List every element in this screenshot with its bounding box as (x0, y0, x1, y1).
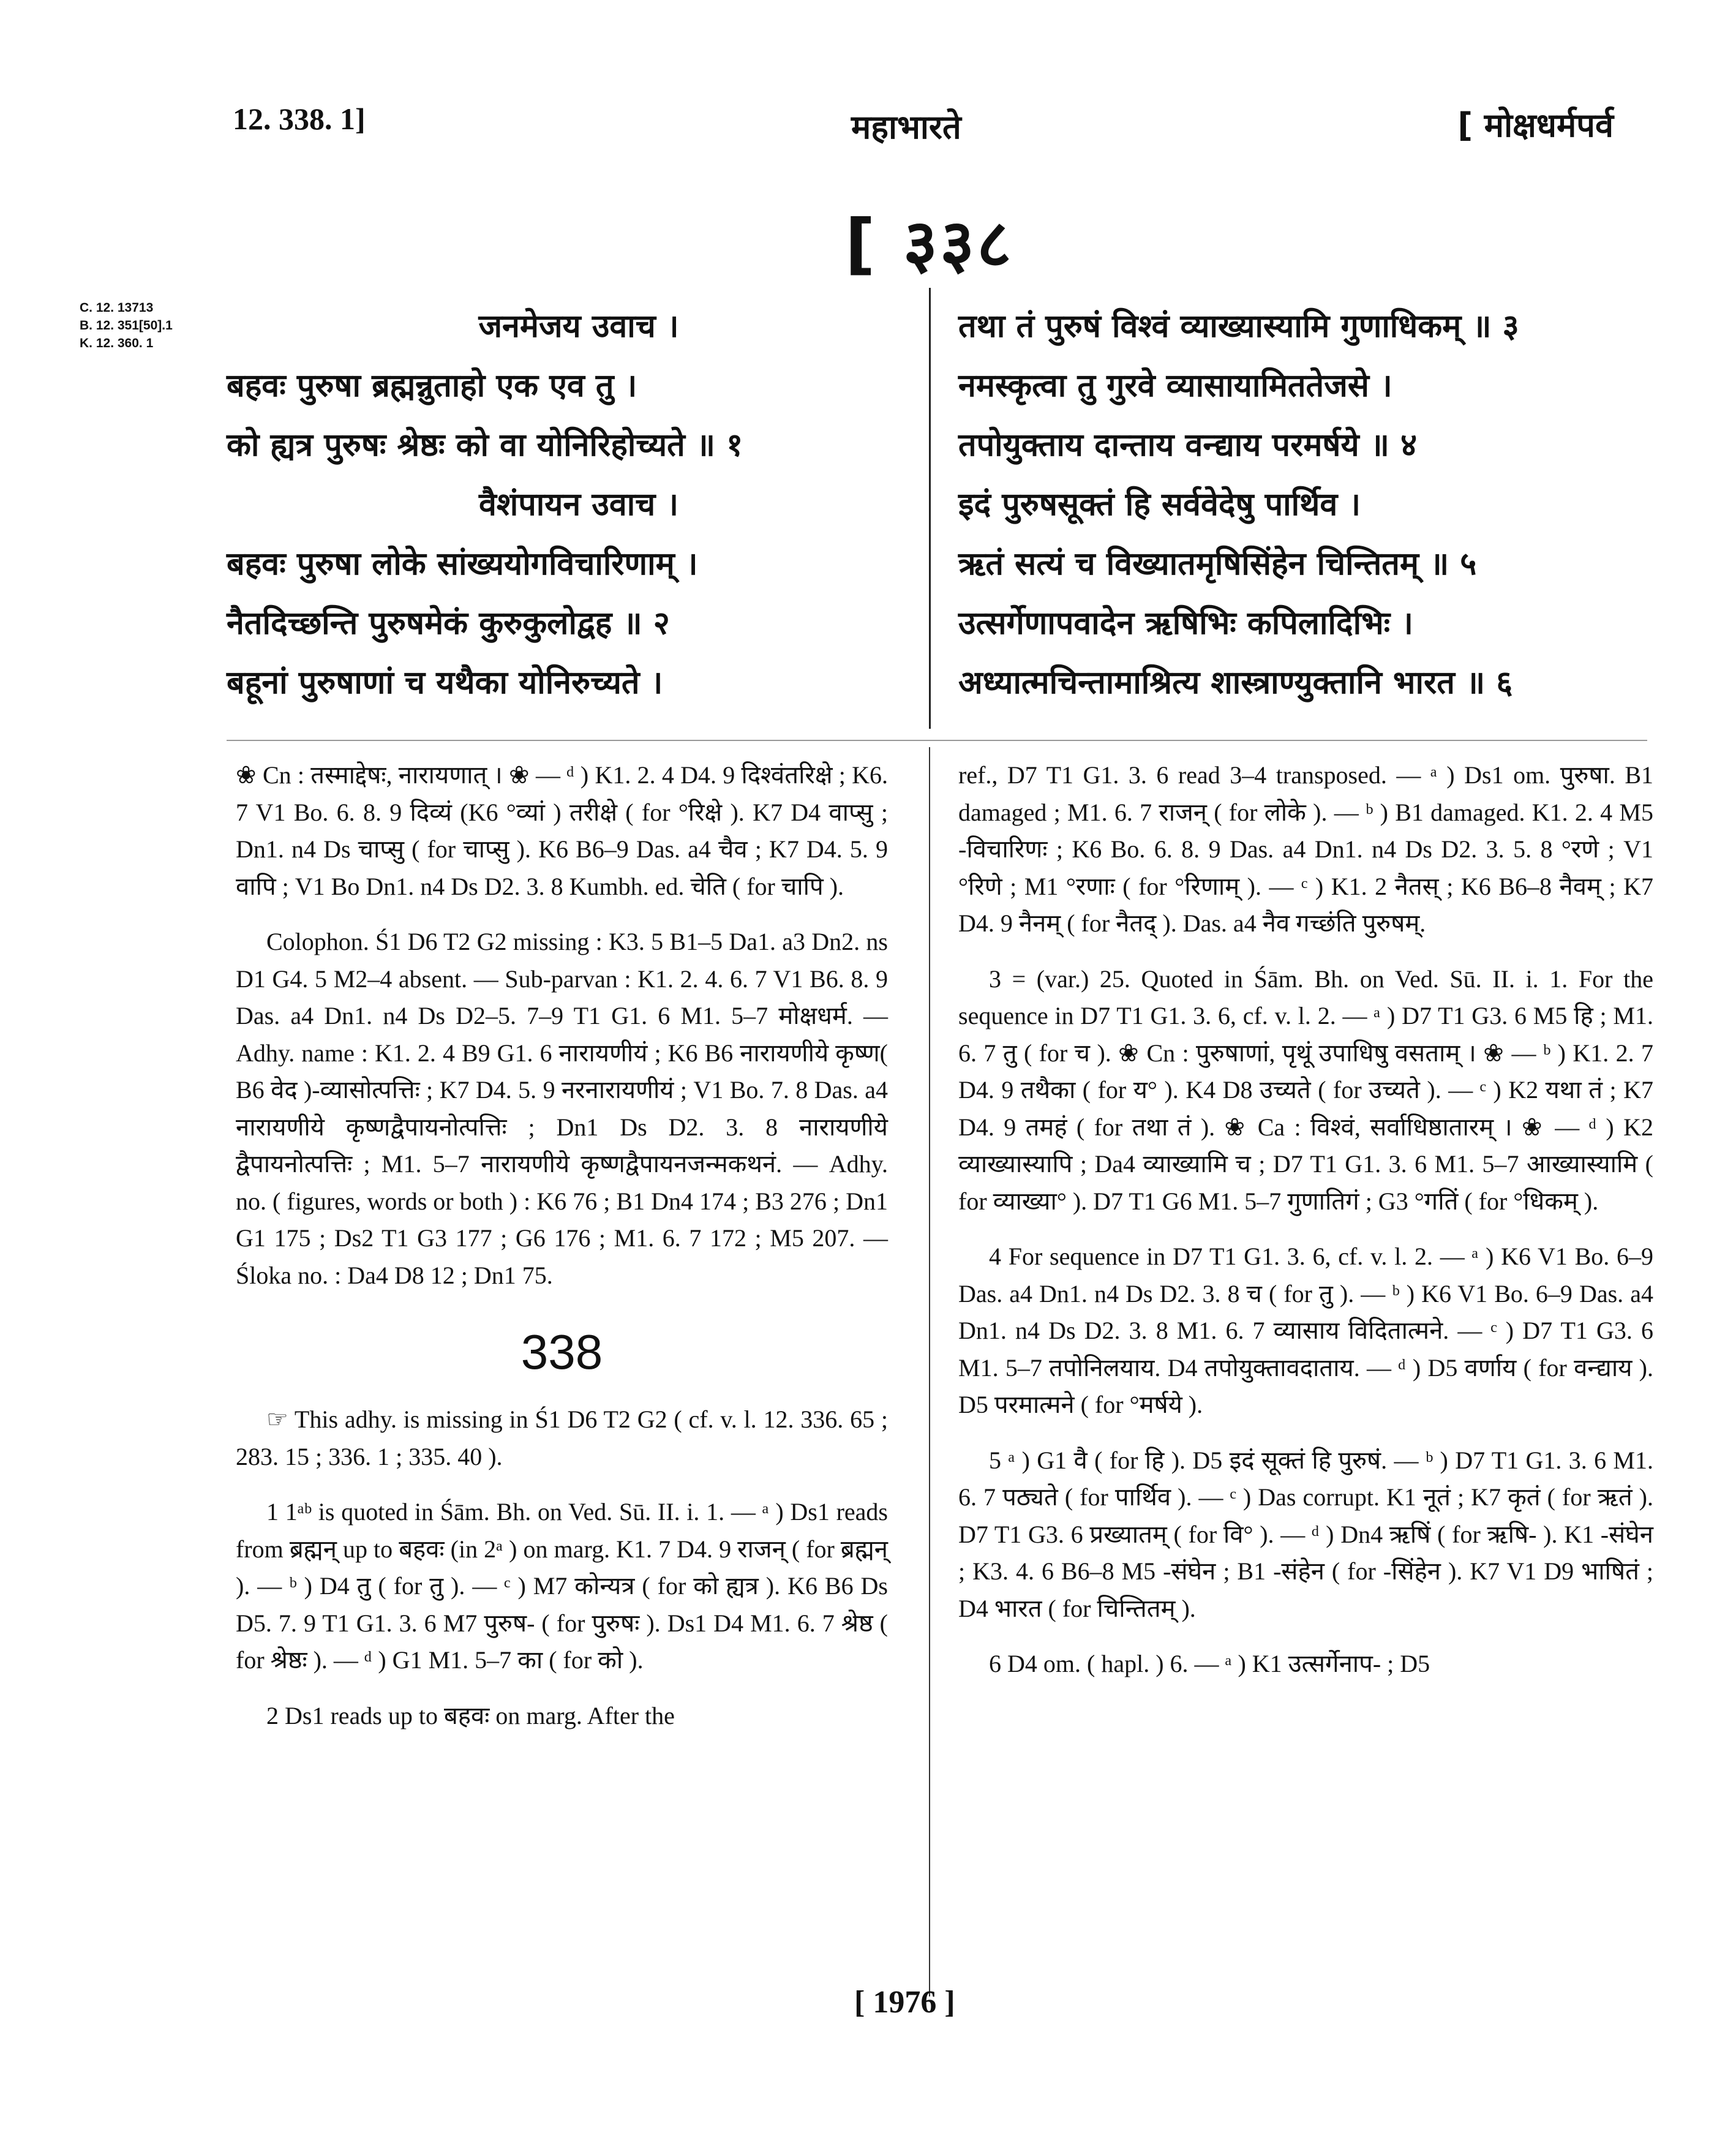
colophon-note: Colophon. Ś1 D6 T2 G2 missing : K3. 5 B1–5 Da1. a3 Dn2. ns D1 G4. 5 M2–4 absent. — Sub-parvan : K1. 2. 4. 6. 7 V1 B6. 8. 9 Das. a4 Dn1. n4 Ds D2–5. 7–9 T1 G1. 6 M1. 5–7 मोक्षधर्म. — Adhy. name : K1. 2. 4 B9 G1. 6 नारायणीयं ; K6 B6 नारायणीये कृष्ण( B6 वेद )-व्यासोत्पत्तिः ; K7 D4. 5. 9 नरनारायणीयं ; V1 Bo. 7. 8 Das. a4 नारायणीये कृष्णद्वैपायनोत्पत्तिः ; Dn1 Ds D2. 3. 8 नारायणीये द्वैपायनोत्पत्तिः ; M1. 5–7 नारायणीये कृष्णद्वैपायनजन्मकथनं. — Adhy. no. ( figures, words or both ) : K6 76 ; B1 Dn4 174 ; B3 276 ; Dn1 G1 175 ; Ds2 T1 G3 177 ; G6 176 ; M1. 6. 7 172 ; M5 207. — Śloka no. : Da4 D8 12 ; Dn1 75. (236, 928, 888, 1289)
verse-line: उत्सर्गेणापवादेन ऋषिभिः कपिलादिभिः । (958, 605, 1413, 642)
apparatus-note: ☞ This adhy. is missing in Ś1 D6 T2 G2 ( cf. v. l. 12. 336. 65 ; 283. 15 ; 336. 1 ; 335. 40 ). (236, 1405, 888, 1470)
verse-column-divider (929, 288, 931, 729)
concordance-references (80, 299, 173, 352)
apparatus-note: ❀ Cn : तस्माद्देषः, नारायणात् । ❀ — ᵈ ) K1. 2. 4 D4. 9 दिश्वंतरिक्षे ; K6. 7 V1 Bo. 6. 8. 9 दिव्यं (K6 °व्यां ) तरीक्षे ( for °रिक्षे ). K7 D4 वाप्सु ; Dn1. n4 Ds चाप्सु ( for चाप्सु ). K6 B6–9 Das. a4 चैव ; K7 D4. 5. 9 वापि ; V1 Bo Dn1. n4 Ds D2. 3. 8 Kumbh. ed. चेति ( for चापि ). (236, 761, 888, 900)
running-header-title: महाभारते (851, 108, 961, 146)
apparatus-note: 4 For sequence in D7 T1 G1. 3. 6, cf. v. l. 2. — ᵃ ) K6 V1 Bo. 6–9 Das. a4 Dn1. n4 Ds D2. 3. 8 च ( for तु ). — ᵇ ) K6 V1 Bo. 6–9 Das. a4 Dn1. n4 Ds D2. 3. 8 M1. 6. 7 व्यासाय विदितात्मने. — ᶜ ) D7 T1 G3. 6 M1. 5–7 तपोनिलयाय. D4 तपोयुक्तावदाताय. — ᵈ ) D5 वर्णाय ( for वन्द्याय ). D5 परमात्मने ( for °मर्षये ). (958, 1243, 1653, 1418)
verse-apparatus-separator (227, 740, 1647, 741)
verse-line: अध्यात्मचिन्तामाश्रित्य शास्त्राण्युक्तानि भारत ॥ ६ (958, 664, 1513, 701)
verse-line: नैतदिच्छन्ति पुरुषमेकं कुरुकुलोद्वह ॥ २ (227, 605, 670, 642)
speaker-line: वैशंपायन उवाच । (478, 486, 679, 523)
apparatus-note: 5 ᵃ ) G1 वै ( for हि ). D5 इदं सूक्तं हि पुरुषं. — ᵇ ) D7 T1 G1. 3. 6 M1. 6. 7 पठ्यते ( for पार्थिव ). — ᶜ ) Das corrupt. K1 नूतं ; K7 कृतं ( for ऋतं ). D7 T1 G3. 6 प्रख्यातम् ( for वि° ). — ᵈ ) Dn4 ऋषिं ( for ऋषि- ). K1 -संघेन ; K3. 4. 6 B6–8 M5 -संघेन ; B1 -संहेन ( for -सिंहेन ). K7 V1 D9 भाषितं ; D4 भारत ( for चिन्तितम् ). (958, 1446, 1653, 1622)
verse-line: ऋतं सत्यं च विख्यातमृषिसिंहेन चिन्तितम् ॥ ५ (958, 546, 1477, 582)
verse-line: बहूनां पुरुषाणां च यथैका योनिरुच्यते । (227, 664, 663, 701)
page-number: [ 1976 ] (854, 1985, 955, 2020)
concordance-line: B. 12. 351[50].1 (80, 318, 173, 333)
concordance-line: K. 12. 360. 1 (80, 336, 154, 350)
speaker-line: जनमेजय उवाच । (478, 308, 679, 345)
verse-line: बहवः पुरुषा ब्रह्मन्नुताहो एक एव तु । (227, 367, 637, 404)
verse-line: बहवः पुरुषा लोके सांख्ययोगविचारिणाम् । (227, 546, 698, 582)
apparatus-note: 1 1ᵃᵇ is quoted in Śām. Bh. on Ved. Sū. II. i. 1. — ᵃ ) Ds1 reads from ब्रह्मन् up to बहवः (in 2ᵃ ) on marg. K1. 7 D4. 9 राजन् ( for ब्रह्मन् ). — ᵇ ) D4 तु ( for तु ). — ᶜ ) M7 कोन्यत्र ( for को ह्यत्र ). K6 B6 Ds D5. 7. 9 T1 G1. 3. 6 M7 पुरुष- ( for पुरुषः ). Ds1 D4 M1. 6. 7 श्रेष्ठ ( for श्रेष्ठः ). — ᵈ ) G1 M1. 5–7 का ( for को ). (236, 1498, 888, 1674)
verse-column-left (227, 297, 931, 713)
verse-line: तथा तं पुरुषं विश्वं व्याख्यास्यामि गुणाधिकम् ॥ ३ (958, 308, 1519, 345)
apparatus-note: 2 Ds1 reads up to बहवः on marg. After the (266, 1701, 675, 1729)
running-header-reference: 12. 338. 1] (233, 102, 366, 136)
running-header-parvan: [ मोक्षधर्मपर्व (1457, 106, 1614, 145)
critical-apparatus-left (236, 757, 888, 1753)
verse-line: नमस्कृत्वा तु गुरवे व्यासायामिततेजसे । (958, 367, 1392, 404)
verse-line: को ह्यत्र पुरुषः श्रेष्ठः को वा योनिरिहोच्यते ॥ १ (227, 427, 743, 464)
apparatus-column-divider (929, 747, 930, 1996)
apparatus-note: 6 D4 om. ( hapl. ) 6. — ᵃ ) K1 उत्सर्गेनाप- ; D5 (989, 1650, 1430, 1677)
verse-line: इदं पुरुषसूक्तं हि सर्ववेदेषु पार्थिव । (958, 486, 1361, 523)
verse-column-right (958, 297, 1681, 713)
apparatus-note: ref., D7 T1 G1. 3. 6 read 3–4 transposed. — ᵃ ) Ds1 om. पुरुषा. B1 damaged ; M1. 6. 7 राजन् ( for लोके ). — ᵇ ) B1 damaged. K1. 2. 4 M5 -विचारिणः ; K6 Bo. 6. 8. 9 Das. a4 Dn1. n4 Ds D2. 3. 5. 8 °रणे ; V1 °रिणे ; M1 °रणाः ( for °रिणाम् ). — ᶜ ) K1. 2 नैतस् ; K6 B6–8 नैवम् ; K7 D4. 9 नैनम् ( for नैतद् ). Das. a4 नैव गच्छंति पुरुषम्. (958, 761, 1653, 937)
verse-line: तपोयुक्ताय दान्ताय वन्द्याय परमर्षये ॥ ४ (958, 427, 1418, 464)
section-number-mark: [ ३३८ (845, 206, 1014, 282)
apparatus-note: 3 = (var.) 25. Quoted in Śām. Bh. on Ved. Sū. II. i. 1. For the sequence in D7 T1 G1. 3. 6, cf. v. l. 2. — ᵃ ) D7 T1 G3. 6 M5 हि ; M1. 6. 7 तु ( for च ). ❀ Cn : पुरुषाणां, पृथूं उपाधिषु वसताम् । ❀ — ᵇ ) K1. 2. 7 D4. 9 तथैका ( for य° ). K4 D8 उच्यते ( for उच्यते ). — ᶜ ) K2 यथा तं ; K7 D4. 9 तमहं ( for तथा तं ). ❀ Ca : विश्वं, सर्वाधिष्ठातारम् । ❀ — ᵈ ) K2 व्याख्यास्यापि ; Da4 व्याख्यामि च ; D7 T1 G1. 3. 6 M1. 5–7 आख्यास्यामि ( for व्याख्या° ). D7 T1 G6 M1. 5–7 गुणातिगं ; G3 °गतिं ( for °धिकम् ). (958, 965, 1653, 1215)
critical-apparatus-right (958, 757, 1653, 1701)
concordance-line: C. 12. 13713 (80, 301, 154, 315)
adhyaya-number: 338 (520, 1325, 603, 1379)
